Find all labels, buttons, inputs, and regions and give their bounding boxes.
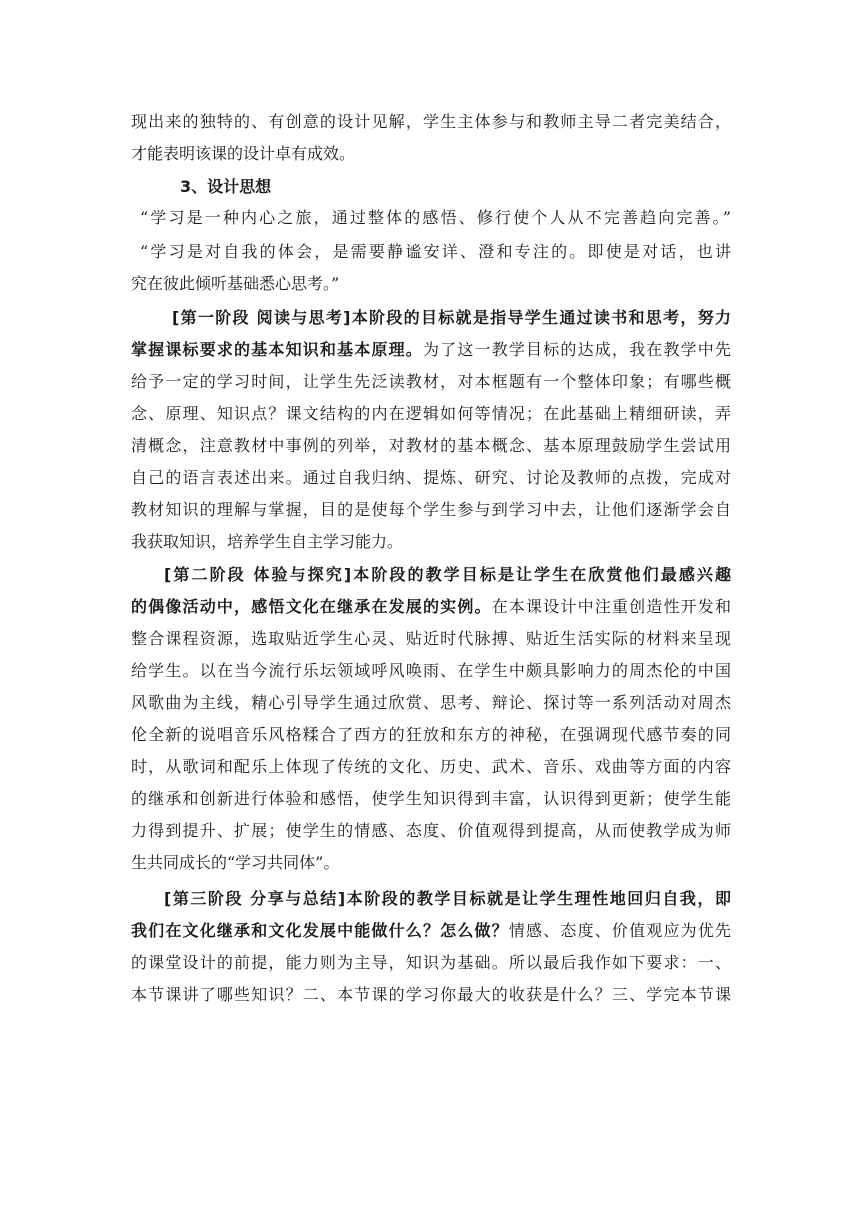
text-span: 教材知识的理解与掌握，目的是使每个学生参与到学习中去，让他们逐渐学会自 (131, 500, 731, 519)
bold-text: [第三阶段 分享与总结]本阶段的教学目标就是让学生理性地回归自我，即 (164, 889, 731, 908)
text-span: 伦全新的说唱音乐风格糅合了西方的狂放和东方的神秘，在强调现代感节奏的同 (131, 725, 731, 744)
text-span: 我获取知识，培养学生自主学习能力。 (131, 532, 404, 551)
section-heading (180, 171, 731, 203)
text-line (131, 106, 731, 138)
quote-text: 究在彼此倾听基础悉心思考。” (131, 274, 340, 293)
text-span: 情感、态度、价值观应为优先 (508, 921, 731, 940)
text-span: 的课堂设计的前提，能力则为主导，知识为基础。所以最后我作如下要求：一、 (131, 953, 731, 972)
text-line (131, 947, 731, 979)
text-line (164, 883, 731, 915)
quote-text: “学习是对自我的体会，是需要静谧安详、澄和专注的。即使是对话，也讲 (140, 242, 731, 261)
text-span: 时，从歌词和配乐上体现了传统的文化、历史、武术、音乐、戏曲等方面的内容 (131, 757, 731, 776)
text-line (172, 302, 731, 334)
text-span: 整合课程资源，选取贴近学生心灵、贴近时代脉搏、贴近生活实际的材料来呈现 (131, 629, 731, 648)
bold-text: [第二阶段 体验与探究]本阶段的教学目标是让学生在欣赏他们最感兴趣 (164, 565, 731, 584)
text-line (131, 719, 731, 751)
text-line (131, 915, 731, 947)
text-span: 本节课讲了哪些知识？二、本节课的学习你最大的收获是什么？三、学完本节课 (131, 985, 731, 1004)
text-line (131, 847, 731, 879)
text-line (164, 559, 731, 591)
bold-text: 的偶像活动中，感悟文化在继承在发展的实例。 (131, 597, 492, 616)
text-line (131, 591, 731, 623)
text-line (131, 494, 731, 526)
text-span: 风歌曲为主线，精心引导学生通过欣赏、思考、辩论、探讨等一系列活动对周杰 (131, 693, 731, 712)
quote-line (140, 202, 731, 234)
text-span: 自己的语言表述出来。通过自我归纳、提炼、研究、讨论及教师的点拨，完成对 (131, 468, 731, 487)
text-span: 清概念，注意教材中事例的列举，对教材的基本概念、基本原理鼓励学生尝试用 (131, 436, 731, 455)
text-line (131, 815, 731, 847)
text-span: 力得到提升、扩展；使学生的情感、态度、价值观得到提高，从而使教学成为师 (131, 821, 731, 840)
bold-text: [第一阶段 阅读与思考]本阶段的目标就是指导学生通过读书和思考，努力 (172, 308, 731, 327)
text-span: 念、原理、知识点？课文结构的内在逻辑如何等情况；在此基础上精细研读，弄 (131, 404, 731, 423)
text-span: 给学生。以在当今流行乐坛领域呼风唤雨、在学生中颇具影响力的周杰伦的中国 (131, 661, 731, 680)
text-span: 生共同成长的“学习共同体”。 (131, 853, 340, 872)
text-span: 现出来的独特的、有创意的设计见解，学生主体参与和教师主导二者完美结合， (131, 112, 731, 131)
text-line (131, 398, 731, 430)
quote-line (140, 236, 731, 268)
text-span: 给予一定的学习时间，让学生先泛读教材，对本框题有一个整体印象；有哪些概 (131, 372, 731, 391)
text-line (131, 138, 731, 170)
text-line (131, 334, 731, 366)
text-line (131, 366, 731, 398)
text-line (131, 751, 731, 783)
text-line (131, 979, 731, 1011)
text-span: 为了这一教学目标的达成，我在教学中先 (423, 340, 731, 359)
text-line (131, 783, 731, 815)
text-span: 才能表明该课的设计卓有成效。 (131, 144, 356, 163)
text-line (131, 462, 731, 494)
text-span: 的继承和创新进行体验和感悟，使学生知识得到丰富，认识得到更新；使学生能 (131, 789, 731, 808)
bold-text: 掌握课标要求的基本知识和基本原理。 (131, 340, 423, 359)
text-line (131, 655, 731, 687)
bold-text: 我们在文化继承和文化发展中能做什么？怎么做？ (131, 921, 509, 940)
text-line (131, 687, 731, 719)
text-line (131, 623, 731, 655)
quote-text: “学习是一种内心之旅，通过整体的感悟、修行使个人从不完善趋向完善。” (140, 208, 731, 227)
quote-line (131, 268, 731, 300)
text-line (131, 526, 731, 558)
heading-text: 3、设计思想 (180, 177, 272, 196)
text-span: 在本课设计中注重创造性开发和 (491, 597, 731, 616)
text-line (131, 430, 731, 462)
